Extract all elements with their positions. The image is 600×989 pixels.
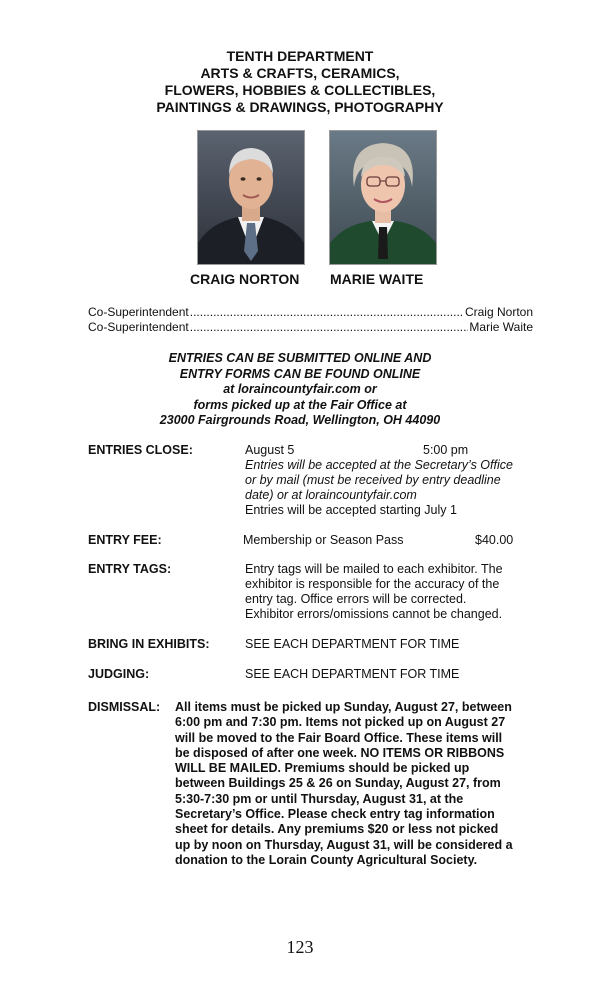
department-title (0, 48, 600, 116)
dot-leader (190, 305, 464, 320)
notice-line: forms picked up at the Fair Office at (193, 397, 407, 412)
dismissal-line: will be moved to the Fair Board Office. These items will (175, 730, 503, 745)
entries-close-label: ENTRIES CLOSE: (88, 443, 193, 457)
bring-in-value: SEE EACH DEPARTMENT FOR TIME (245, 637, 460, 651)
entry-tags-line: exhibitor is responsible for the accuracy of the (245, 577, 500, 591)
page-number: 123 (286, 937, 314, 957)
title-line: FLOWERS, HOBBIES & COLLECTIBLES, (164, 82, 436, 98)
superintendent-name: Craig Norton (464, 305, 533, 319)
bring-in-label: BRING IN EXHIBITS: (88, 637, 210, 651)
entry-fee-label: ENTRY FEE: (88, 533, 162, 547)
dismissal-line: donation to the Lorain County Agricultural Society. (175, 852, 478, 867)
dismissal-line: Secretary’s Office. Please check entry tag information (175, 807, 495, 822)
name-craig-norton: CRAIG NORTON (190, 271, 300, 287)
entry-fee-amount: $40.00 (475, 533, 514, 547)
name-marie-waite: MARIE WAITE (330, 271, 424, 287)
title-line: TENTH DEPARTMENT (226, 48, 374, 64)
superintendent-role: Co-Superintendent (88, 305, 189, 319)
superintendent-role: Co-Superintendent (88, 320, 189, 334)
superintendent-row (88, 305, 533, 320)
portrait-craig-norton (197, 130, 305, 265)
online-entry-notice (0, 351, 600, 429)
entry-tags-line: Exhibitor errors/omissions cannot be changed. (245, 607, 503, 621)
notice-line: 23000 Fairgrounds Road, Wellington, OH 44090 (159, 413, 441, 427)
entry-tags-label: ENTRY TAGS: (88, 562, 172, 576)
entry-tags-line: entry tag. Office errors will be corrected. (245, 592, 467, 606)
notice-line: ENTRY FORMS CAN BE FOUND ONLINE (179, 366, 421, 381)
dot-leader (190, 320, 469, 335)
entries-close-note: or by mail (must be received by entry deadline (245, 473, 501, 487)
dismissal-line: 6:00 pm and 7:30 pm. Items not picked up on August 27 (175, 715, 506, 730)
notice-line: at loraincountyfair.com or (223, 382, 377, 396)
judging-label: JUDGING: (88, 667, 150, 681)
dismissal-line: sheet for details. Any premiums $20 or less not picked (175, 822, 499, 837)
entries-start-note: Entries will be accepted starting July 1 (245, 503, 457, 517)
entry-tags-line: Entry tags will be mailed to each exhibitor. The (245, 562, 503, 576)
superintendent-name: Marie Waite (469, 320, 533, 334)
dismissal-line: All items must be picked up Sunday, August 27, between (175, 700, 512, 714)
dismissal-label: DISMISSAL: (88, 700, 161, 714)
dismissal-line: 5:30-7:30 pm or until Thursday, August 31, at the (175, 791, 464, 806)
notice-line: ENTRIES CAN BE SUBMITTED ONLINE AND (168, 351, 432, 365)
dismissal-text (175, 700, 555, 868)
entries-close-time: 5:00 pm (423, 443, 469, 457)
dismissal-line: between Buildings 25 & 26 on Sunday, August 27, from (175, 776, 501, 791)
entries-close-note: date) or at loraincountyfair.com (245, 488, 417, 502)
entries-close-note: Entries will be accepted at the Secretary’s Office (245, 458, 513, 472)
title-line: ARTS & CRAFTS, CERAMICS, (200, 65, 400, 81)
dismissal-line: WILL BE MAILED. Premiums should be picked up (175, 761, 470, 776)
entries-close-date: August 5 (245, 443, 295, 457)
portrait-marie-waite (329, 130, 437, 265)
judging-value: SEE EACH DEPARTMENT FOR TIME (245, 667, 460, 681)
superintendent-row (88, 320, 533, 335)
dismissal-line: be disposed of after one week. NO ITEMS OR RIBBONS (175, 745, 505, 760)
entry-fee-item: Membership or Season Pass (243, 533, 404, 547)
title-line: PAINTINGS & DRAWINGS, PHOTOGRAPHY (156, 99, 444, 115)
dismissal-line: up by noon on Thursday, August 31, will be considered a (175, 837, 513, 852)
